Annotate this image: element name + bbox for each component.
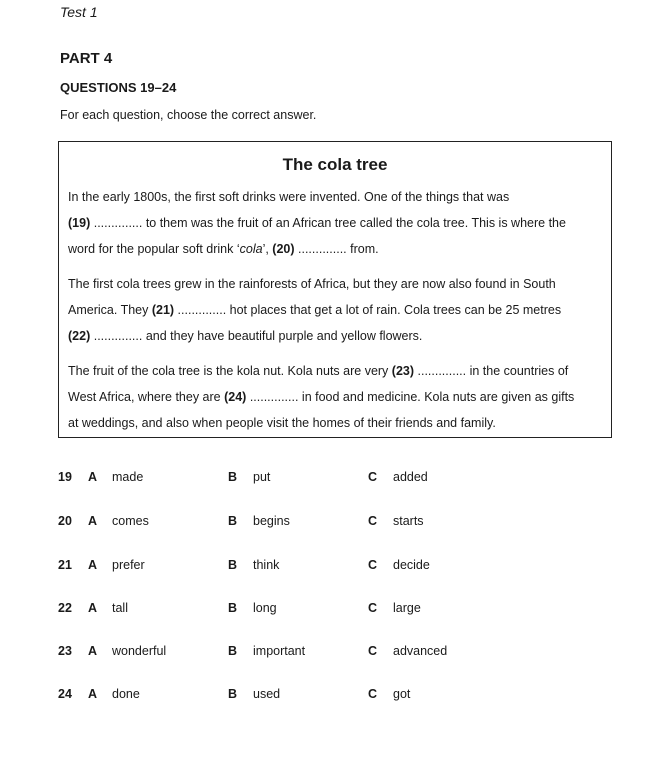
passage-text: The fruit of the cola tree is the kola nut. Kola nuts are very [68,364,392,378]
option-a[interactable]: tall [112,601,128,615]
option-letter-a: A [88,558,98,572]
questions-title: QUESTIONS 19–24 [60,80,177,95]
option-letter-a: A [88,687,98,701]
gap-20: (20) [272,242,295,256]
passage-text: in food and medicine. Kola nuts are given as gifts [298,390,575,404]
passage-line [68,277,556,291]
option-letter-a: A [88,601,98,615]
option-b[interactable]: put [253,470,271,484]
option-b[interactable]: begins [253,514,290,528]
question-row-21 [0,558,661,578]
option-c[interactable]: starts [393,514,424,528]
question-number: 19 [58,470,72,484]
option-letter-c: C [368,558,378,572]
option-letter-a: A [88,644,98,658]
option-a[interactable]: done [112,687,140,701]
option-letter-b: B [228,514,238,528]
question-number: 24 [58,687,72,701]
passage-text: and they have beautiful purple and yellow flowers. [142,329,423,343]
test-label: Test 1 [60,4,98,20]
option-c[interactable]: decide [393,558,430,572]
gap-24: (24) [224,390,247,404]
passage-line [68,329,422,343]
option-letter-b: B [228,644,238,658]
passage-line [68,416,496,430]
option-letter-c: C [368,644,378,658]
gap-dots: .............. [93,216,143,230]
option-b[interactable]: used [253,687,281,701]
option-letter-a: A [88,514,98,528]
passage-text: from. [346,242,379,256]
question-row-24 [0,687,661,707]
option-c[interactable]: added [393,470,428,484]
option-letter-c: C [368,514,378,528]
option-a[interactable]: made [112,470,144,484]
passage-italic: cola [239,242,263,256]
question-row-20 [0,514,661,534]
option-letter-a: A [88,470,98,484]
option-letter-c: C [368,470,378,484]
question-row-23 [0,644,661,664]
passage-line [68,216,566,230]
passage-line [68,303,561,317]
question-number: 20 [58,514,72,528]
option-letter-b: B [228,558,238,572]
part-title: PART 4 [60,50,113,67]
gap-dots: .............. [93,329,143,343]
question-row-19 [0,470,661,490]
option-c[interactable]: large [393,601,421,615]
passage-text: word for the popular soft drink ‘ [68,242,240,256]
option-b[interactable]: long [253,601,277,615]
option-b[interactable]: important [253,644,306,658]
option-letter-b: B [228,601,238,615]
gap-dots: .............. [177,303,227,317]
question-number: 23 [58,644,72,658]
gap-dots: .............. [417,364,467,378]
passage-title: The cola tree [282,155,388,174]
passage-line [68,364,568,378]
option-c[interactable]: got [393,687,411,701]
option-letter-c: C [368,601,378,615]
gap-21: (21) [151,303,175,317]
gap-23: (23) [391,364,415,378]
passage-text: ’, [262,242,273,256]
option-letter-c: C [368,687,378,701]
gap-dots: .............. [249,390,299,404]
question-number: 22 [58,601,72,615]
option-b[interactable]: think [253,558,280,572]
passage-text: hot places that get a lot of rain. Cola trees can be 25 metres [226,303,562,317]
passage-box [58,141,612,438]
option-letter-b: B [228,687,238,701]
passage-line [68,190,509,204]
option-a[interactable]: prefer [112,558,145,572]
passage-text: in the countries of [466,364,569,378]
gap-22: (22) [68,329,91,343]
passage-text: The first cola trees grew in the rainforests of Africa, but they are now also found in South [68,277,556,291]
instruction: For each question, choose the correct answer. [60,108,317,122]
gap-19: (19) [68,216,91,230]
passage-text: America. They [68,303,152,317]
passage-text: to them was the fruit of an African tree called the cola tree. This is where the [142,216,566,230]
gap-dots: .............. [298,242,347,256]
question-number: 21 [58,558,72,572]
option-letter-b: B [228,470,238,484]
option-c[interactable]: advanced [393,644,448,658]
passage-line [68,242,379,256]
passage-text: West Africa, where they are [68,390,225,404]
passage-text: at weddings, and also when people visit the homes of their friends and family. [68,416,496,430]
option-a[interactable]: wonderful [112,644,167,658]
passage-line [68,390,574,404]
question-row-22 [0,601,661,621]
option-a[interactable]: comes [112,514,149,528]
passage-text: In the early 1800s, the first soft drinks were invented. One of the things that was [68,190,510,204]
